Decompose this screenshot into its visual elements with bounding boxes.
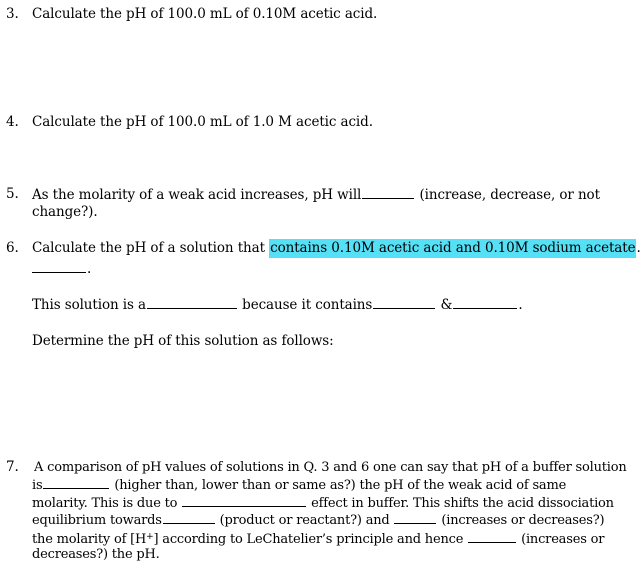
question-7-superscript-plus: + — [146, 531, 154, 542]
question-7-line2-b: (higher than, lower than or same as?) the pH of the weak acid of same — [114, 478, 567, 493]
question-3-text: Calculate the pH of 100.0 mL of 0.10M acetic acid. — [32, 6, 378, 22]
question-5-number: 5. — [6, 186, 19, 202]
question-7-line6: decreases?) the pH. — [32, 547, 160, 562]
question-7-line4-b: (product or reactant?) and — [219, 513, 390, 528]
question-5-text — [32, 186, 600, 221]
question-7-line4-c: (increases or decreases?) — [441, 513, 605, 528]
question-7-line1: A comparison of pH values of solutions in Q. 3 and 6 one can say that pH of a buffer solution — [34, 460, 627, 475]
answer-blank-q7-molarity[interactable] — [394, 511, 436, 524]
question-5-line1-a: As the molarity of a weak acid increases, pH will — [32, 187, 362, 203]
question-6-line2-end: . — [87, 260, 92, 277]
question-5-line2: change?). — [32, 203, 98, 220]
question-3-number: 3. — [6, 6, 19, 22]
question-6-line3-a: This solution is a — [32, 297, 146, 313]
answer-blank-q7-effect[interactable] — [182, 494, 306, 507]
question-6-line4: Determine the pH of this solution as follows: — [32, 333, 334, 349]
highlighted-text: contains 0.10M acetic acid and 0.10M sodium acetate — [270, 240, 636, 256]
question-6-ampersand: & — [440, 297, 453, 313]
question-6-line1-end: . — [636, 240, 641, 256]
question-6-text — [32, 240, 641, 277]
question-7-line3-b: effect in buffer. This shifts the acid dissociation — [311, 495, 614, 511]
question-4-text: Calculate the pH of 100.0 mL of 1.0 M acetic acid. — [32, 114, 373, 130]
question-7-line5-a: the molarity of [H — [32, 531, 147, 547]
answer-blank-q6-component1[interactable] — [373, 296, 435, 309]
question-7-line3-a: molarity. This is due to — [32, 495, 178, 511]
question-7-line5-c: (increases or — [521, 531, 605, 547]
question-7-text — [34, 459, 627, 477]
answer-blank-q6-type[interactable] — [147, 296, 237, 309]
question-6-line3-end: . — [518, 297, 523, 313]
question-6-line1-a: Calculate the pH of a solution that — [32, 240, 265, 256]
question-5-line1-b: (increase, decrease, or not — [419, 187, 600, 203]
question-6-number: 6. — [6, 240, 19, 256]
question-4-number: 4. — [6, 114, 19, 130]
answer-blank-q6-ph[interactable] — [32, 260, 86, 273]
answer-blank-q7-ph-change[interactable] — [468, 530, 516, 543]
question-6-line3-b: because it contains — [242, 297, 373, 313]
answer-blank-q5[interactable] — [362, 186, 414, 199]
question-7-number: 7. — [6, 459, 19, 475]
answer-blank-q7-direction[interactable] — [163, 511, 215, 524]
question-7-line4-a: equilibrium towards — [32, 513, 162, 528]
answer-blank-q7-comparison[interactable] — [43, 476, 109, 489]
answer-blank-q6-component2[interactable] — [453, 296, 517, 309]
question-7-line5-b: ] according to LeChatelier’s principle and hence — [153, 531, 464, 547]
question-7-line2-a: is — [32, 478, 43, 493]
